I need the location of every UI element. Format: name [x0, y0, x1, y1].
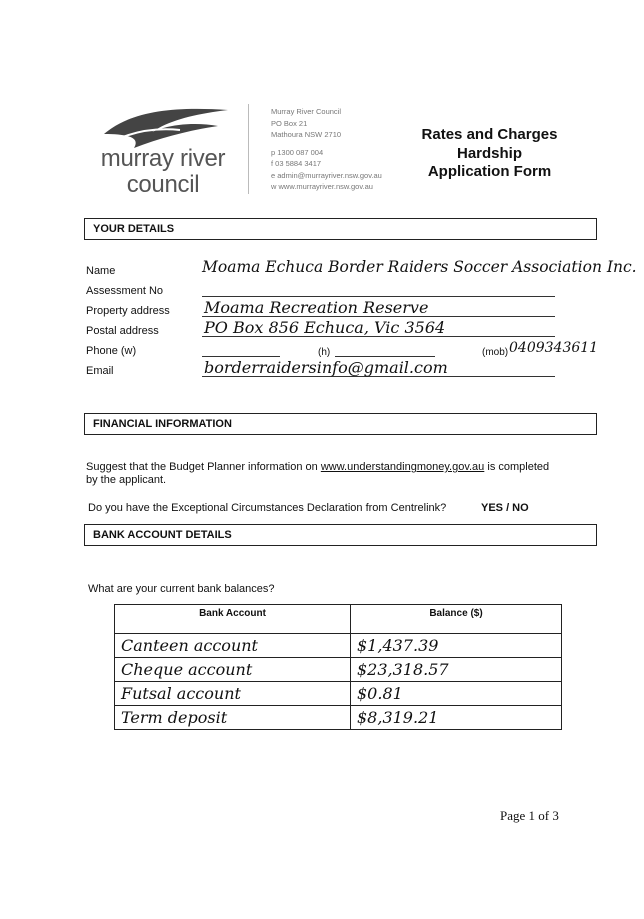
table-row [115, 706, 562, 730]
name-label: Name [86, 265, 116, 277]
council-logo [88, 146, 238, 198]
address-line: Mathoura NSW 2710 [271, 130, 342, 139]
budget-planner-note [86, 461, 586, 487]
header-divider [248, 104, 249, 194]
title-line-1: Rates and Charges [421, 126, 558, 143]
address-line: Murray River Council [271, 107, 342, 116]
understanding-money-link[interactable]: www.understandingmoney.gov.au [320, 461, 485, 473]
note-line-2: by the applicant. [86, 474, 167, 486]
table-row [115, 682, 562, 706]
title-line-2: Hardship [456, 144, 522, 162]
postal-value[interactable]: PO Box 856 Echuca, Vic 3564 [204, 318, 446, 337]
balance-cell[interactable]: $0.81 [351, 682, 562, 706]
phone-mob-value[interactable]: 0409343611 [509, 340, 599, 356]
form-title [412, 126, 567, 182]
postal-label: Postal address [86, 325, 159, 337]
account-cell[interactable]: Futsal account [115, 682, 351, 706]
your-details-heading: YOUR DETAILS [84, 218, 597, 240]
logo-line-1: murray river [100, 145, 226, 172]
col-bank-account: Bank Account [115, 605, 351, 634]
col-balance: Balance ($) [351, 605, 562, 634]
table-row [115, 634, 562, 658]
balance-cell[interactable]: $23,318.57 [351, 658, 562, 682]
email-label: Email [86, 365, 114, 377]
name-value[interactable]: Moama Echuca Border Raiders Soccer Association Inc. [202, 258, 637, 276]
logo-line-2: council [126, 171, 200, 198]
table-header-row [115, 605, 562, 634]
page-number: Page 1 of 3 [500, 808, 559, 823]
property-label: Property address [86, 305, 170, 317]
account-cell[interactable]: Canteen account [115, 634, 351, 658]
contact-fax: f 03 5884 3417 [271, 159, 322, 168]
centrelink-question: Do you have the Exceptional Circumstances Declaration from Centrelink? [88, 502, 447, 514]
yes-no-options[interactable]: YES / NO [481, 502, 529, 514]
phone-w-label: Phone (w) [86, 345, 137, 357]
balance-cell[interactable]: $1,437.39 [351, 634, 562, 658]
assessment-label: Assessment No [86, 285, 164, 297]
financial-heading: FINANCIAL INFORMATION [84, 413, 597, 435]
note-text-end: is completed [484, 461, 550, 473]
council-contact [271, 106, 411, 193]
phone-h-label: (h) [318, 347, 331, 358]
title-line-3: Application Form [427, 163, 552, 180]
table-row [115, 658, 562, 682]
bank-heading: BANK ACCOUNT DETAILS [84, 524, 597, 546]
bank-balances-table [114, 604, 562, 730]
assessment-field[interactable] [202, 296, 555, 297]
address-line: PO Box 21 [271, 118, 308, 128]
account-cell[interactable]: Term deposit [115, 706, 351, 730]
account-cell[interactable]: Cheque account [115, 658, 351, 682]
council-logo-swoosh [100, 104, 230, 150]
contact-email: e admin@murrayriver.nsw.gov.au [271, 170, 382, 180]
balance-cell[interactable]: $8,319.21 [351, 706, 562, 730]
phone-h-field[interactable] [335, 356, 435, 357]
property-value[interactable]: Moama Recreation Reserve [204, 298, 429, 317]
phone-mob-label: (mob) [482, 347, 509, 358]
phone-w-field[interactable] [202, 356, 280, 357]
contact-phone: p 1300 087 004 [271, 147, 324, 157]
contact-web: w www.murrayriver.nsw.gov.au [271, 182, 373, 191]
note-text: Suggest that the Budget Planner information on [86, 461, 321, 473]
bank-balances-question: What are your current bank balances? [88, 583, 275, 595]
email-value[interactable]: borderraidersinfo@gmail.com [204, 358, 448, 377]
